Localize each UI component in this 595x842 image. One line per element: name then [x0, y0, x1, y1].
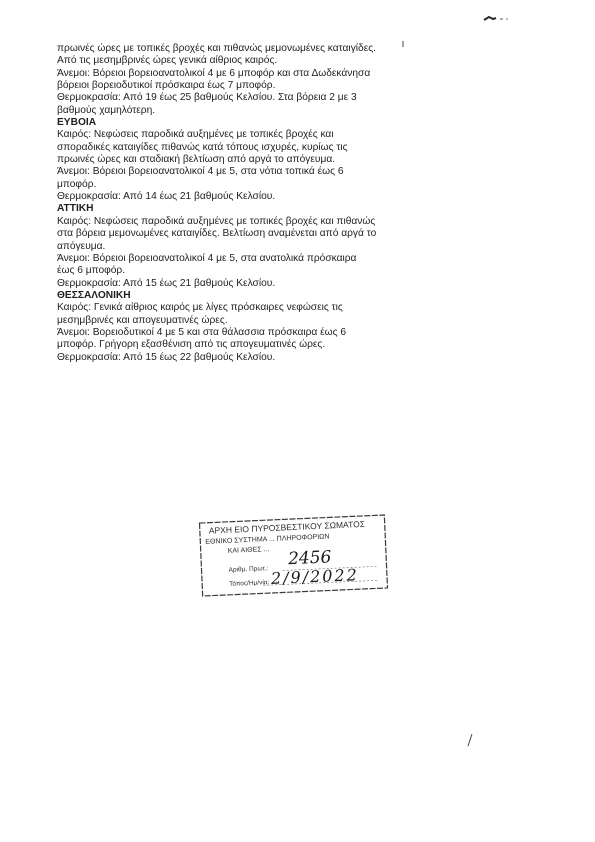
- section-heading: ΕΥΒΟΙΑ: [57, 117, 97, 129]
- text-line: Άνεμοι: Βόρειοι βορειοανατολικοί 4 με 5, στα ανατολικά πρόσκαιρα: [57, 252, 357, 264]
- stamp-date-label: Τόπος/Ημ/νία:: [229, 579, 270, 588]
- text-line: Άνεμοι: Βόρειοι βορειοανατολικοί 4 με 6 μποφόρ και στα Δωδεκάνησα: [57, 67, 371, 79]
- text-line: σποραδικές καταιγίδες πιθανώς κατά τόπους ισχυρές, κυρίως τις: [57, 141, 348, 153]
- text-line: Άνεμοι: Βόρειοι βορειοανατολικοί 4 με 5, στα νότια τοπικά έως 6: [57, 166, 344, 178]
- text-line: μποφόρ.: [57, 178, 97, 190]
- text-line: Άνεμοι: Βορειοδυτικοί 4 με 5 και στα θάλασσια πρόσκαιρα έως 6: [57, 326, 347, 338]
- text-line: βόρειοι βορειοδυτικοί πρόσκαιρα έως 7 μποφόρ.: [57, 80, 276, 92]
- text-line: Θερμοκρασία: Από 15 έως 22 βαθμούς Κελσίου.: [57, 351, 276, 363]
- text-line: Καιρός: Νεφώσεις παροδικά αυξημένες με τοπικές βροχές και: [57, 129, 334, 141]
- corner-scan-mark: [483, 14, 513, 24]
- stamp-line-2: ΕΘΝΙΚΟ ΣΥΣΤΗΜΑ ... ΠΛΗΡΟΦΟΡΙΩΝ: [205, 533, 330, 546]
- text-line: Θερμοκρασία: Από 19 έως 25 βαθμούς Κελσίου. Στα βόρεια 2 με 3: [57, 92, 357, 104]
- text-line: πρωινές ώρες και σταδιακή βελτίωση από αργά το απόγευμα.: [57, 154, 336, 166]
- stamp-line-3: ΚΑΙ ΑΙΘΕΣ ...: [227, 546, 270, 555]
- text-line: μεσημβρινές και απογευματινές ώρες.: [57, 314, 228, 326]
- text-line: απόγευμα.: [57, 240, 106, 252]
- weather-forecast-text: [57, 43, 407, 364]
- text-line: έως 6 μποφόρ.: [57, 265, 126, 277]
- stamp-line-1: ΑΡΧΗ ΕΙΟ ΠΥΡΟΣΒΕΣΤΙΚΟΥ ΣΩΜΑΤΟΣ: [208, 518, 366, 536]
- stamp-number-label: Αριθμ. Πρωτ.:: [228, 565, 269, 574]
- text-line: βαθμούς χαμηλότερη.: [57, 104, 156, 116]
- text-line: μποφόρ. Γρήγορη εξασθένιση από τις απογευματινές ώρες.: [57, 339, 326, 351]
- stamp-protocol-number: 2456: [287, 547, 332, 570]
- scan-speck: [466, 733, 474, 747]
- text-line: Από τις μεσημβρινές ώρες γενικά αίθριος καιρός.: [57, 55, 278, 67]
- section-heading: ΑΤΤΙΚΗ: [57, 203, 94, 215]
- text-line: Καιρός: Νεφώσεις παροδικά αυξημένες με τοπικές βροχές και πιθανώς: [57, 215, 376, 227]
- section-heading: ΘΕΣΣΑΛΟΝΙΚΗ: [57, 289, 131, 301]
- text-line: Θερμοκρασία: Από 14 έως 21 βαθμούς Κελσίου.: [57, 191, 276, 203]
- text-line: στα βόρεια μεμονωμένες καταιγίδες. Βελτίωση αναμένεται από αργά το: [57, 228, 377, 240]
- registry-stamp: [198, 514, 388, 597]
- stamp-date: 2/9/2022: [270, 565, 360, 588]
- text-line: πρωινές ώρες με τοπικές βροχές και πιθανώς μεμονωμένες καταιγίδες.: [57, 43, 377, 54]
- text-line: Θερμοκρασία: Από 15 έως 21 βαθμούς Κελσίου.: [57, 277, 276, 289]
- text-line: Καιρός: Γενικά αίθριος καιρός με λίγες πρόσκαιρες νεφώσεις τις: [57, 302, 343, 314]
